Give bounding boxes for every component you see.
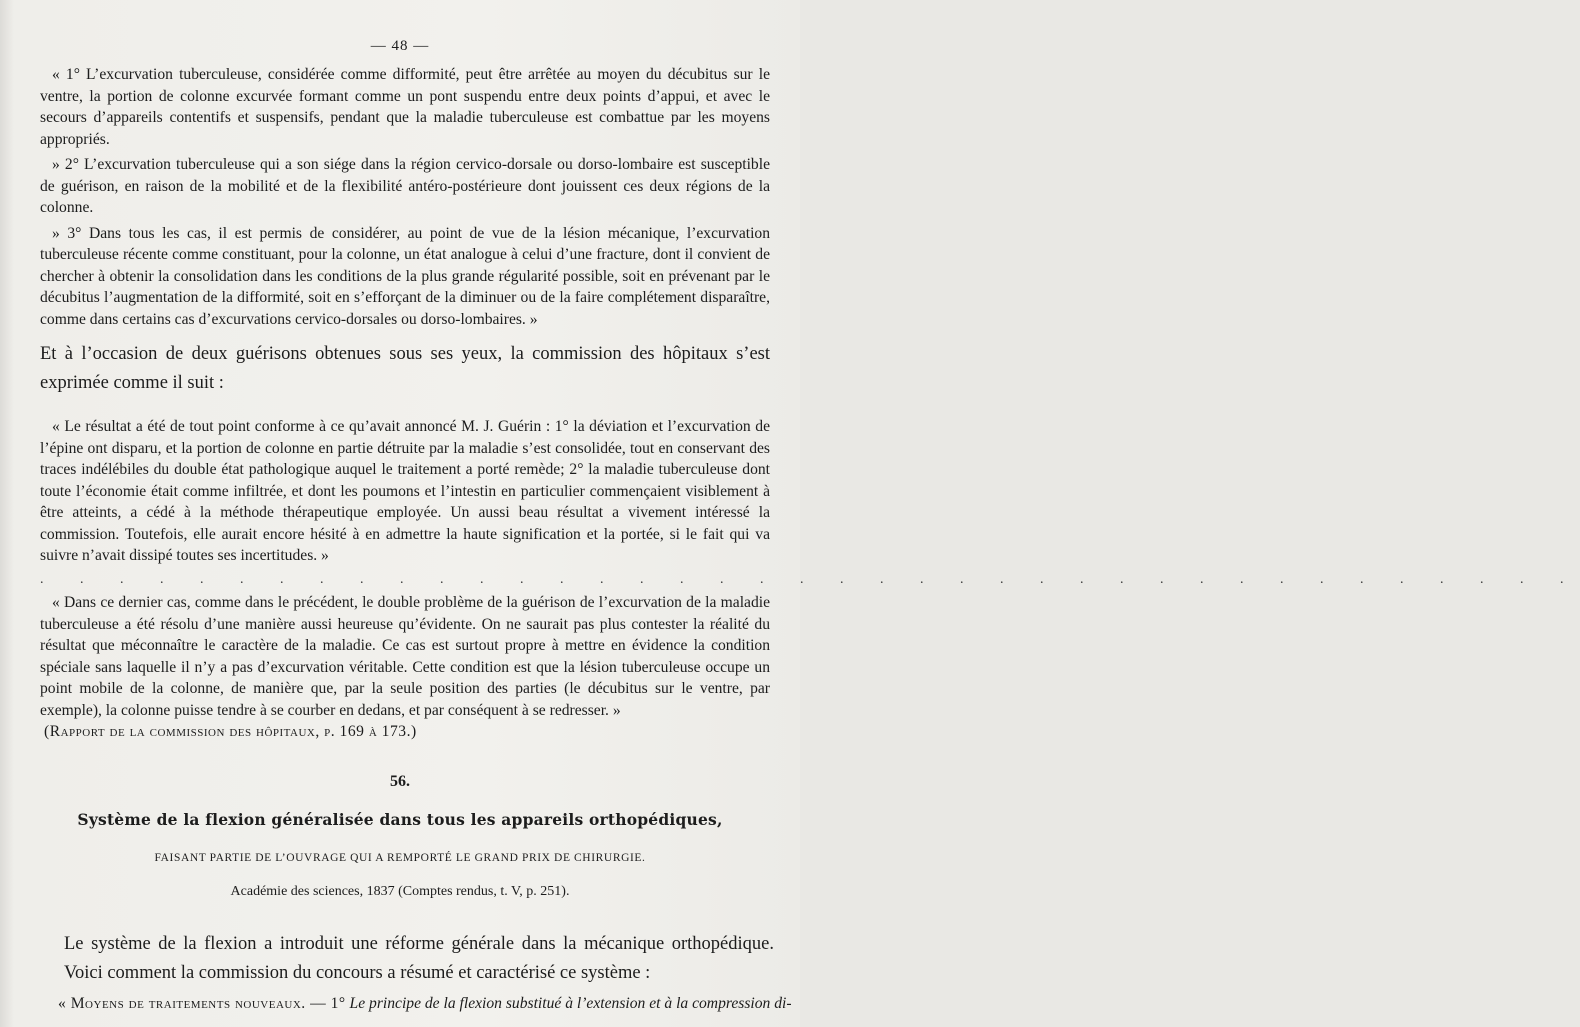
intro-paragraph-1: Et à l’occasion de deux guérisons obtenues sous ses yeux, la commission des hôpitaux s’est exprimée comme il suit : xyxy=(40,344,770,393)
quote-block-1 xyxy=(40,64,770,330)
final-line-italic: Le principe de la flexion substitué à l’extension et à la compression di- xyxy=(349,995,792,1012)
section-subtitle: FAISANT PARTIE DE L’OUVRAGE QUI A REMPORTÉ LE GRAND PRIX DE CHIRURGIE. xyxy=(154,852,646,864)
section-title: Système de la flexion généralisée dans tous les appareils orthopédiques, xyxy=(77,810,723,829)
quote1-paragraph-1: « 1° L’excurvation tuberculeuse, considérée comme difformité, peut être arrêtée au moyen du décubitus sur le ventre, la portion de colonne excurvée formant comme un pont suspendu entre deux points d’appui, et avec le secours d’appareils contentifs et suspensifs, pendant que la maladie tuberculeuse est combattue par les moyens appropriés. xyxy=(40,66,770,148)
intro-paragraph-2: Le système de la flexion a introduit une réforme générale dans la mécanique orthopédique. Voici comment la commission du concours a résumé et caractérisé ce système : xyxy=(64,934,774,983)
section-reference: Académie des sciences, 1837 (Comptes rendus, t. V, p. 251). xyxy=(230,884,570,899)
quote2-paragraph-2: « Dans ce dernier cas, comme dans le précédent, le double problème de la guérison de l’excurvation de la maladie tuberculeuse a été résolu d’une manière aussi heureuse qu’évidente. On ne saurait pas plus contester la réalité du résultat que méconnaître le caractère de la maladie. Ce cas est surtout propre à mettre en évidence la condition spéciale sans laquelle il n’y a pas d’excurvation véritable. Cette condition est que la lésion tuberculeuse occupe un point mobile de la colonne, de manière que, par la seule position des parties (le décubitus sur le ventre, par exemple), la colonne puisse tendre à se courber en dedans, et par conséquent à se redresser. » xyxy=(40,594,770,719)
section-number: 56. xyxy=(390,773,410,790)
quote2-paragraph-1: « Le résultat a été de tout point conforme à ce qu’avait annoncé M. J. Guérin : 1° la déviation et l’excurvation de l’épine ont disparu, et la portion de colonne en partie détruite par la maladie s’est consolidée, tout en conservant des traces indélébiles du double état pathologique auquel le traitement a porté remède; 2° la maladie tuberculeuse dont toute l’économie était comme infiltrée, et dont les poumons et l’intestin en particulier commençaient visiblement à être atteints, a cédé à la méthode thérapeutique employée. Un aussi beau résultat a vivement intéressé la commission. Toutefois, elle aurait encore hésité à en admettre la haute signification et la portée, si le fait qui va suivre n’avait dissipé toutes ses incertitudes. » xyxy=(40,418,770,564)
quote-block-2 xyxy=(40,416,770,567)
quote1-paragraph-2: » 2° L’excurvation tuberculeuse qui a son siége dans la région cervico-dorsale ou dorso-lombaire est susceptible de guérison, en raison de la mobilité et de la flexibilité antéro-postérieure dont jouissent ces deux régions de la colonne. xyxy=(40,156,770,216)
final-line xyxy=(58,995,792,1013)
quote-block-3 xyxy=(40,592,770,743)
citation: (Rapport de la commission des hôpitaux, p. 169 à 173.) xyxy=(44,723,417,740)
intro-paragraph-2-block xyxy=(64,930,774,988)
quote1-paragraph-3: » 3° Dans tous les cas, il est permis de considérer, au point de vue de la lésion mécanique, l’excurvation tuberculeuse récente comme constituant, pour la colonne, un état analogue à celui d’une fracture, dont il convient de chercher à obtenir la consolidation dans les conditions de la plus grande régularité possible, soit en prévenant par le décubitus l’augmentation de la difformité, soit en s’efforçant de la diminuer ou de la faire complétement disparaître, comme dans certains cas d’excurvations cervico-dorsales ou dorso-lombaires. » xyxy=(40,224,770,328)
intro-paragraph-1-block xyxy=(40,340,770,398)
page-number: — 48 — xyxy=(370,38,430,54)
final-line-lead: « Moyens de traitements nouveaux. — 1° xyxy=(58,995,346,1012)
ellipsis-dots: . . . . . . . . . . . . . . . . . . . . . . . . . . . . . . . . . . . . . . . xyxy=(40,572,1580,587)
